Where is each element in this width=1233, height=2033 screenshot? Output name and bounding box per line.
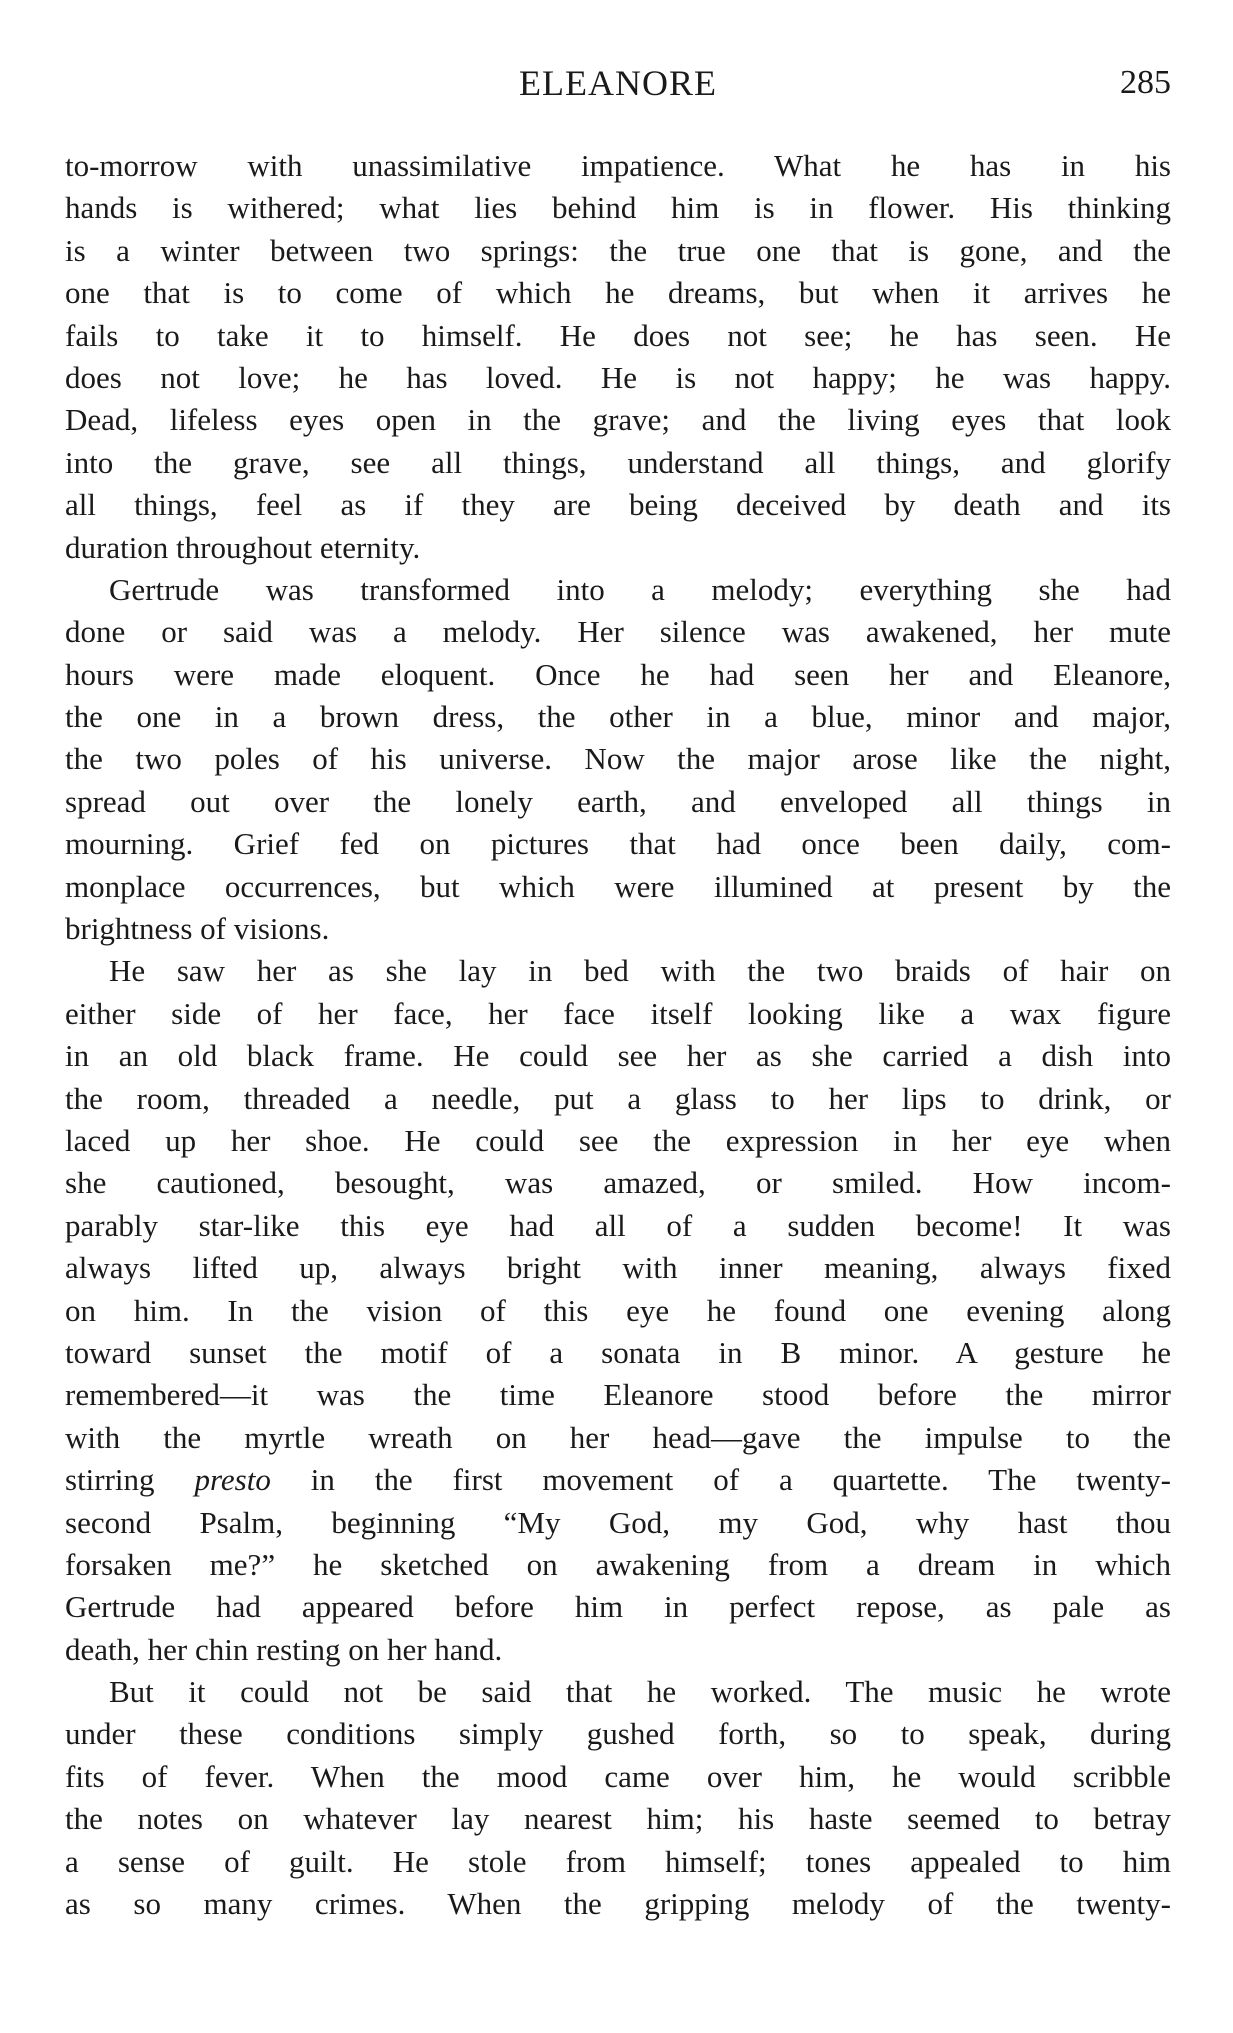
text-line: mourning. Grief fed on pictures that had once been daily, com-: [65, 826, 1171, 862]
text-line: as so many crimes. When the gripping melody of the twenty-: [65, 1886, 1171, 1922]
text-line: a sense of guilt. He stole from himself; tones appealed to him: [65, 1843, 1171, 1879]
text-line: the room, threaded a needle, put a glass to her lips to drink, or: [65, 1080, 1171, 1116]
running-title: ELEANORE: [519, 63, 717, 103]
text-line: Gertrude was transformed into a melody; everything she had: [109, 571, 1171, 607]
text-segment: in the first movement of a quartette. The twenty-: [270, 1462, 1171, 1498]
text-line: into the grave, see all things, understand all things, and glorify: [65, 444, 1171, 480]
text-line: done or said was a melody. Her silence was awakened, her mute: [65, 614, 1171, 650]
paragraph: [65, 1671, 1171, 1925]
text-line: always lifted up, always bright with inner meaning, always fixed: [65, 1250, 1171, 1286]
text-line: laced up her shoe. He could see the expression in her eye when: [65, 1122, 1171, 1158]
text-line: all things, feel as if they are being deceived by death and its: [65, 487, 1171, 523]
text-line: duration throughout eternity.: [65, 529, 421, 565]
text-line: with the myrtle wreath on her head—gave the impulse to the: [65, 1419, 1171, 1455]
text-line: But it could not be said that he worked. The music he wrote: [109, 1674, 1171, 1710]
text-line: spread out over the lonely earth, and enveloped all things in: [65, 783, 1171, 819]
text-line: He saw her as she lay in bed with the two braids of hair on: [109, 953, 1171, 989]
text-line: is a winter between two springs: the true one that is gone, and the: [65, 232, 1171, 268]
text-line: Gertrude had appeared before him in perfect repose, as pale as: [65, 1589, 1171, 1625]
text-line: one that is to come of which he dreams, but when it arrives he: [65, 275, 1171, 311]
text-line: on him. In the vision of this eye he found one evening along: [65, 1292, 1171, 1328]
running-header: [65, 62, 1171, 112]
text-line: under these conditions simply gushed forth, so to speak, during: [65, 1716, 1171, 1752]
text-line: to-morrow with unassimilative impatience. What he has in his: [65, 148, 1171, 183]
page-number: 285: [1120, 64, 1171, 101]
text-line: monplace occurrences, but which were illumined at present by the: [65, 868, 1171, 904]
text-line: [65, 1459, 1171, 1501]
text-line: remembered—it was the time Eleanore stood before the mirror: [65, 1377, 1171, 1413]
text-line: toward sunset the motif of a sonata in B minor. A gesture he: [65, 1334, 1171, 1370]
text-line: does not love; he has loved. He is not happy; he was happy.: [65, 359, 1171, 395]
italic-text: presto: [194, 1462, 271, 1498]
text-line: second Psalm, beginning “My God, my God, why hast thou: [65, 1504, 1171, 1540]
text-line: fits of fever. When the mood came over him, he would scribble: [65, 1758, 1171, 1794]
paragraph: [65, 950, 1171, 1671]
text-line: hands is withered; what lies behind him is in flower. His thinking: [65, 190, 1171, 226]
text-line: forsaken me?” he sketched on awakening from a dream in which: [65, 1546, 1171, 1582]
text-line: the two poles of his universe. Now the major arose like the night,: [65, 741, 1171, 777]
paragraph: [65, 569, 1171, 951]
text-line: either side of her face, her face itself looking like a wax figure: [65, 995, 1171, 1031]
text-line: Dead, lifeless eyes open in the grave; and the living eyes that look: [65, 402, 1171, 438]
text-line: parably star-like this eye had all of a sudden become! It was: [65, 1207, 1171, 1243]
text-segment: stirring: [65, 1462, 195, 1498]
text-line: the notes on whatever lay nearest him; his haste seemed to betray: [65, 1801, 1171, 1837]
text-line: hours were made eloquent. Once he had seen her and Eleanore,: [65, 656, 1171, 692]
text-line: fails to take it to himself. He does not see; he has seen. He: [65, 317, 1171, 353]
text-line: the one in a brown dress, the other in a blue, minor and major,: [65, 699, 1171, 735]
text-line: in an old black frame. He could see her as she carried a dish into: [65, 1038, 1171, 1074]
text-line: brightness of visions.: [65, 911, 330, 947]
text-line: she cautioned, besought, was amazed, or smiled. How incom-: [65, 1165, 1171, 1201]
text-line: death, her chin resting on her hand.: [65, 1631, 503, 1667]
page-body: [65, 145, 1171, 1925]
paragraph: [65, 145, 1171, 569]
